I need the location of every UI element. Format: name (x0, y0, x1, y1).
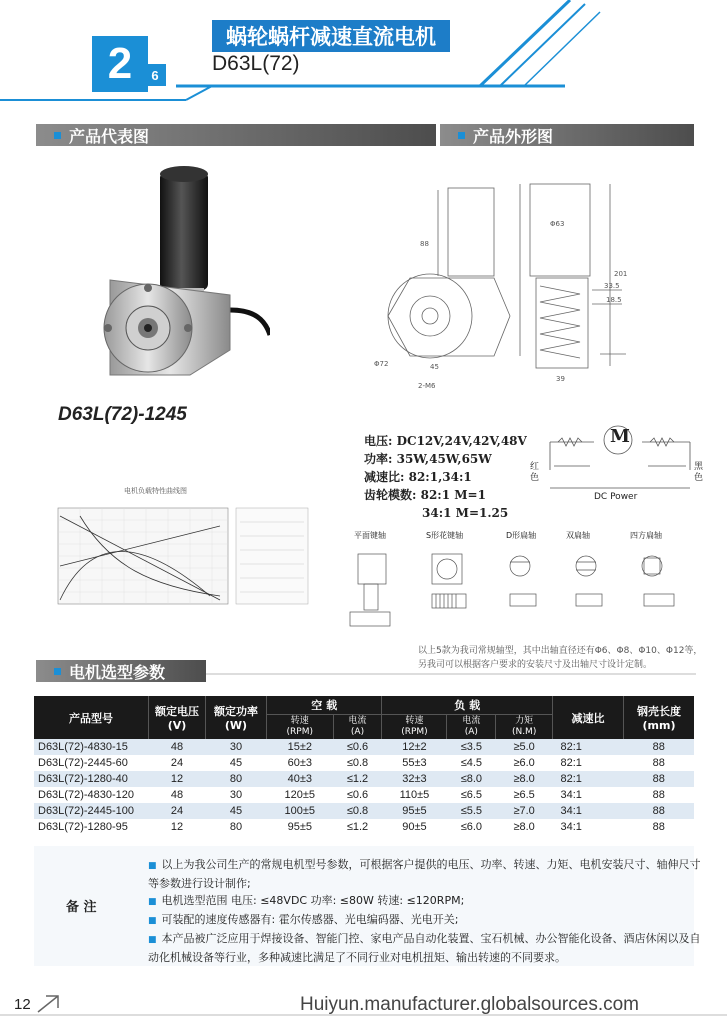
remark-text: 以上为我公司生产的常规电机型号参数，可根据客户提供的电压、功率、转速、力矩、电机安装尺寸、轴伸尺寸等参数进行设计制作; (148, 858, 701, 890)
cell-power: 30 (206, 739, 267, 755)
page-number: 12 (14, 996, 31, 1013)
cell-load-speed: 12±2 (382, 739, 447, 755)
remark-item (148, 930, 703, 966)
spec-gear-module-2: 34:1 M=1.25 (422, 506, 509, 520)
cell-load-current: ≤6.5 (460, 789, 483, 801)
remarks-list (148, 856, 703, 966)
cell-voltage: 48 (149, 739, 206, 755)
col-rated-power-label: 额定功率 (214, 705, 258, 718)
cell-ratio: 34:1 (560, 789, 582, 801)
section-title-params: 电机选型参数 (69, 662, 166, 682)
remark-text: 本产品被广泛应用于焊接设备、智能门控、家电产品自动化装置、宝石机械、办公智能化设备、酒店休闲以及自动化机械设备等行业，多种减速比满足了不同行业对电机扭矩、输出转速的不同要求。 (148, 932, 701, 964)
remark-text: 电机选型范围 电压: ≤48VDC 功率: ≤80W 转速: ≤120RPM; (161, 894, 465, 907)
cell-no-load-speed: 120±5 (284, 789, 316, 801)
bullet-square-icon (458, 132, 465, 139)
cell-load-torque: ≥6.0 (513, 757, 535, 769)
col-load-speed-label: 转速 (405, 716, 424, 726)
cell-load-torque: ≥8.0 (513, 821, 535, 833)
col-group-no-load: 空 载 (267, 696, 382, 715)
col-no-load-current-unit: (A) (350, 727, 365, 737)
cell-voltage: 12 (149, 771, 206, 787)
cell-load-current: ≤8.0 (447, 771, 496, 787)
cell-model: D63L(72)-4830-15 (34, 739, 149, 755)
col-load-current-label: 电流 (462, 716, 481, 726)
section-bar-product-photo (36, 124, 436, 146)
cell-shell-length: 88 (624, 739, 695, 755)
svg-text:201: 201 (614, 270, 628, 278)
section-bar-product-drawing (440, 124, 694, 146)
cell-voltage: 48 (170, 789, 184, 801)
cell-power: 45 (206, 803, 267, 819)
table-row (34, 787, 694, 803)
col-no-load-current-label: 电流 (348, 716, 367, 726)
cell-no-load-current: ≤0.6 (346, 789, 369, 801)
bullet-icon: ■ (148, 897, 157, 907)
col-rated-voltage-label: 额定电压 (155, 705, 199, 718)
col-load-torque-unit: (N.M) (511, 727, 537, 737)
col-load-current (447, 715, 496, 740)
cell-load-current: ≤6.0 (460, 821, 483, 833)
spec-gear-module: 齿轮模数: 82:1 M=1 (364, 488, 486, 502)
svg-text:88: 88 (420, 240, 429, 248)
cell-power: 45 (229, 757, 243, 769)
shaft-type-double-flat: 双扁轴 (566, 531, 590, 540)
params-bar-divider (206, 672, 706, 678)
section-sub-badge: 6 (144, 64, 166, 86)
remark-item (148, 856, 703, 892)
dc-power-label: DC Power (594, 492, 638, 502)
model-subtitle: D63L(72) (212, 52, 300, 75)
bullet-square-icon (54, 668, 61, 675)
shaft-type-square-flat: 四方扁轴 (630, 531, 662, 540)
col-load-speed (382, 715, 447, 740)
cell-model: D63L(72)-1280-95 (38, 821, 128, 833)
footer-arrow-icon (36, 994, 62, 1014)
cell-power: 30 (229, 789, 243, 801)
cell-load-speed: 55±3 (402, 757, 427, 769)
col-rated-power-unit: (W) (224, 719, 248, 732)
section-number-badge: 2 (92, 36, 148, 92)
shaft-types (340, 528, 710, 638)
col-load-speed-unit: (RPM) (401, 727, 428, 737)
col-load-torque-label: 力矩 (515, 716, 534, 726)
table-row (34, 819, 694, 835)
motor-params-table (34, 696, 694, 835)
black-wire-label: 黑色 (694, 462, 704, 483)
bullet-icon: ■ (148, 935, 157, 945)
remarks-label: 备 注 (66, 900, 97, 915)
cell-no-load-speed: 60±3 (287, 757, 312, 769)
svg-text:Φ63: Φ63 (550, 220, 565, 228)
wiring-diagram (530, 414, 706, 504)
cell-load-torque: ≥8.0 (496, 771, 553, 787)
col-no-load-speed-label: 转速 (290, 716, 309, 726)
cell-voltage: 24 (149, 803, 206, 819)
cell-load-current: ≤3.5 (447, 739, 496, 755)
svg-text:33.5: 33.5 (604, 282, 620, 290)
remark-text: 可装配的速度传感器有: 霍尔传感器、光电编码器、光电开关; (161, 913, 459, 926)
cell-power: 80 (206, 771, 267, 787)
motor-symbol: M (610, 426, 630, 447)
section-title-photo: 产品代表图 (69, 126, 150, 146)
cell-no-load-current: ≤1.2 (346, 821, 369, 833)
col-shell-length-unit: (mm) (642, 719, 676, 732)
motor-photo (80, 160, 270, 400)
svg-text:2-M6: 2-M6 (418, 382, 436, 390)
cell-ratio: 82:1 (553, 739, 624, 755)
outline-drawing (370, 166, 670, 396)
col-ratio: 减速比 (553, 696, 624, 739)
col-no-load-current (333, 715, 382, 740)
cell-model: D63L(72)-2445-60 (38, 757, 128, 769)
cell-load-torque: ≥5.0 (496, 739, 553, 755)
cell-power: 80 (229, 821, 243, 833)
footer-url: Huiyun.manufacturer.globalsources.com (300, 994, 640, 1015)
cell-load-torque: ≥6.5 (513, 789, 535, 801)
load-characteristic-graph (20, 484, 320, 614)
shaft-type-flat-key: 平面键轴 (354, 531, 386, 540)
cell-no-load-current: ≤0.8 (346, 757, 369, 769)
col-shell-length-label: 钢壳长度 (637, 705, 681, 718)
page-title: 蜗轮蜗杆减速直流电机 (212, 20, 450, 52)
table-row (34, 755, 694, 771)
cell-voltage: 12 (170, 821, 184, 833)
cell-ratio: 34:1 (560, 821, 582, 833)
col-shell-length (624, 696, 695, 739)
cell-load-speed: 95±5 (382, 803, 447, 819)
bullet-square-icon (54, 132, 61, 139)
svg-text:45: 45 (430, 363, 439, 371)
cell-model: D63L(72)-2445-100 (34, 803, 149, 819)
cell-no-load-speed: 40±3 (267, 771, 334, 787)
remark-item (148, 892, 703, 911)
shaft-type-spline: S形花键轴 (426, 531, 464, 540)
cell-no-load-speed: 95±5 (287, 821, 312, 833)
cell-load-speed: 110±5 (399, 789, 430, 801)
col-rated-voltage (149, 696, 206, 739)
spec-list (364, 432, 527, 522)
cell-no-load-current: ≤1.2 (333, 771, 382, 787)
spec-ratio: 减速比: 82:1,34:1 (364, 470, 472, 484)
product-caption: D63L(72)-1245 (58, 404, 187, 425)
section-bar-motor-params (36, 660, 206, 682)
cell-no-load-speed: 100±5 (267, 803, 334, 819)
graph-title: 电机负载特性曲线图 (124, 487, 187, 495)
red-wire-label: 红色 (530, 462, 540, 483)
cell-shell-length: 88 (652, 789, 665, 801)
cell-ratio: 34:1 (553, 803, 624, 819)
col-no-load-speed-unit: (RPM) (286, 727, 314, 737)
cell-model: D63L(72)-4830-120 (38, 789, 135, 801)
table-row (34, 739, 694, 755)
cell-shell-length: 88 (652, 821, 665, 833)
cell-ratio: 82:1 (560, 757, 582, 769)
col-load-torque (496, 715, 553, 740)
cell-ratio: 82:1 (553, 771, 624, 787)
cell-shell-length: 88 (624, 771, 695, 787)
col-load-current-unit: (A) (464, 727, 478, 737)
bullet-icon: ■ (148, 916, 157, 926)
svg-text:39: 39 (556, 375, 565, 383)
table-row (34, 803, 694, 819)
cell-shell-length: 88 (624, 803, 695, 819)
col-no-load-speed (267, 715, 334, 740)
svg-text:Φ72: Φ72 (374, 360, 389, 368)
col-rated-voltage-unit: (V) (167, 719, 187, 732)
shaft-note: 以上5款为我司常规轴型，其中出轴直径还有Φ6、Φ8、Φ10、Φ12等，另我司可以根据客户要求的安装尺寸及出轴尺寸设计定制。 (418, 646, 703, 670)
cell-load-torque: ≥7.0 (496, 803, 553, 819)
cell-load-current: ≤4.5 (460, 757, 483, 769)
col-rated-power (206, 696, 267, 739)
cell-shell-length: 88 (652, 757, 665, 769)
cell-load-speed: 90±5 (402, 821, 427, 833)
cell-no-load-current: ≤0.8 (333, 803, 382, 819)
spec-voltage: 电压: DC12V,24V,42V,48V (364, 434, 527, 448)
cell-no-load-speed: 15±2 (267, 739, 334, 755)
bullet-icon: ■ (148, 861, 157, 871)
col-model: 产品型号 (34, 696, 149, 739)
table-row (34, 771, 694, 787)
shaft-type-d-flat: D形扁轴 (506, 531, 537, 540)
remark-item (148, 911, 703, 930)
col-group-load: 负 载 (382, 696, 553, 715)
section-title-drawing: 产品外形图 (473, 126, 554, 146)
spec-power: 功率: 35W,45W,65W (364, 452, 492, 466)
cell-model: D63L(72)-1280-40 (34, 771, 149, 787)
cell-load-speed: 32±3 (382, 771, 447, 787)
cell-load-current: ≤5.5 (447, 803, 496, 819)
cell-no-load-current: ≤0.6 (333, 739, 382, 755)
cell-voltage: 24 (170, 757, 184, 769)
svg-text:18.5: 18.5 (606, 296, 622, 304)
